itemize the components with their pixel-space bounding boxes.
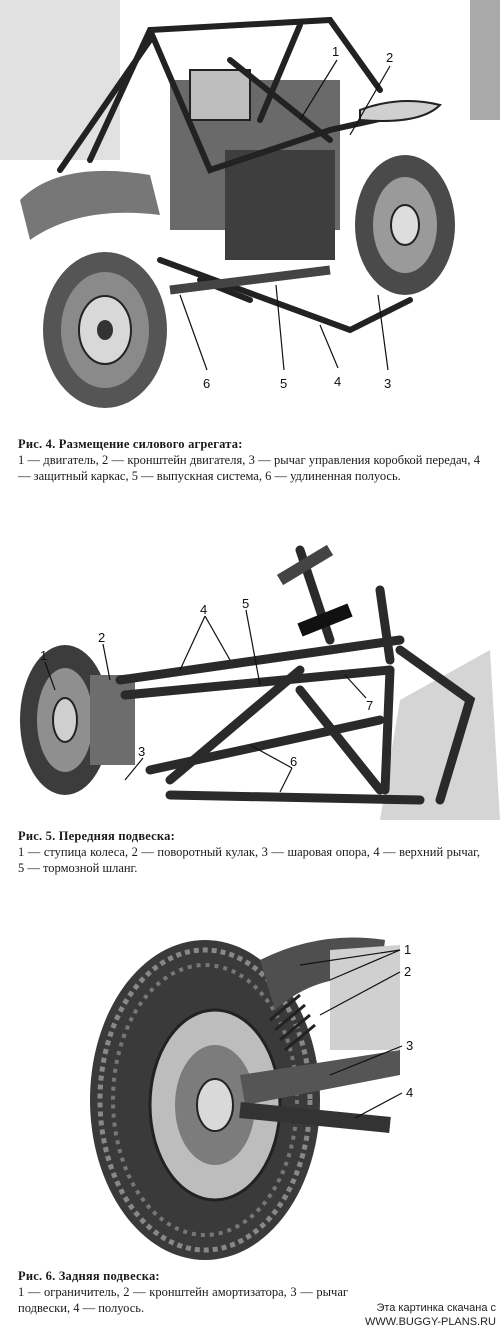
figure-6-callout-3: 3 — [406, 1038, 414, 1053]
figure-4-caption-title: Рис. 4. Размещение силового агрегата: — [18, 437, 243, 451]
figure-6-callout-4: 4 — [406, 1085, 414, 1100]
figure-5-callout-6: 6 — [290, 754, 298, 769]
figure-4-callout-1: 1 — [332, 44, 340, 59]
figure-5-callout-1: 1 — [40, 648, 48, 663]
figure-5-caption — [18, 828, 480, 876]
figure-4-callout-3: 3 — [384, 376, 392, 391]
figure-4-callout-6: 6 — [203, 376, 211, 391]
figure-6-caption — [18, 1268, 348, 1316]
figure-5-callout-2: 2 — [98, 630, 106, 645]
figure-4-illustration — [0, 0, 500, 420]
figure-6-callout-2: 2 — [404, 964, 412, 979]
figure-4-caption — [18, 436, 480, 484]
figure-4-callout-5: 5 — [280, 376, 288, 391]
watermark-line-2: WWW.BUGGY-PLANS.RU — [365, 1316, 496, 1328]
figure-5-illustration — [0, 530, 500, 820]
figure-6-drawing — [0, 900, 500, 1260]
figure-6-caption-title: Рис. 6. Задняя подвеска: — [18, 1269, 160, 1283]
figure-5-callout-3: 3 — [138, 744, 146, 759]
figure-5-callout-5: 5 — [242, 596, 250, 611]
figure-4-drawing — [0, 0, 500, 420]
figure-4-caption-body: 1 — двигатель, 2 — кронштейн двигателя, 3 — рычаг управления коробкой передач, 4 — защитный каркас, 5 — выпускная система, 6 — удлиненная полуось. — [18, 453, 480, 483]
watermark — [365, 1301, 496, 1329]
watermark-line-1: Эта картинка скачана с — [376, 1302, 496, 1314]
figure-5-drawing — [0, 530, 500, 820]
figure-5-callout-7: 7 — [366, 698, 374, 713]
figure-5-caption-title: Рис. 5. Передняя подвеска: — [18, 829, 175, 843]
figure-6-illustration — [0, 900, 500, 1260]
figure-6-caption-body: 1 — ограничитель, 2 — кронштейн амортизатора, 3 — рычаг подвески, 4 — полуось. — [18, 1285, 348, 1315]
figure-5-caption-body: 1 — ступица колеса, 2 — поворотный кулак, 3 — шаровая опора, 4 — верхний рычаг, 5 — тормозной шланг. — [18, 845, 480, 875]
figure-4-callout-2: 2 — [386, 50, 394, 65]
figure-4-callout-4: 4 — [334, 374, 342, 389]
figure-5-callout-4: 4 — [200, 602, 208, 617]
figure-6-callout-1: 1 — [404, 942, 412, 957]
